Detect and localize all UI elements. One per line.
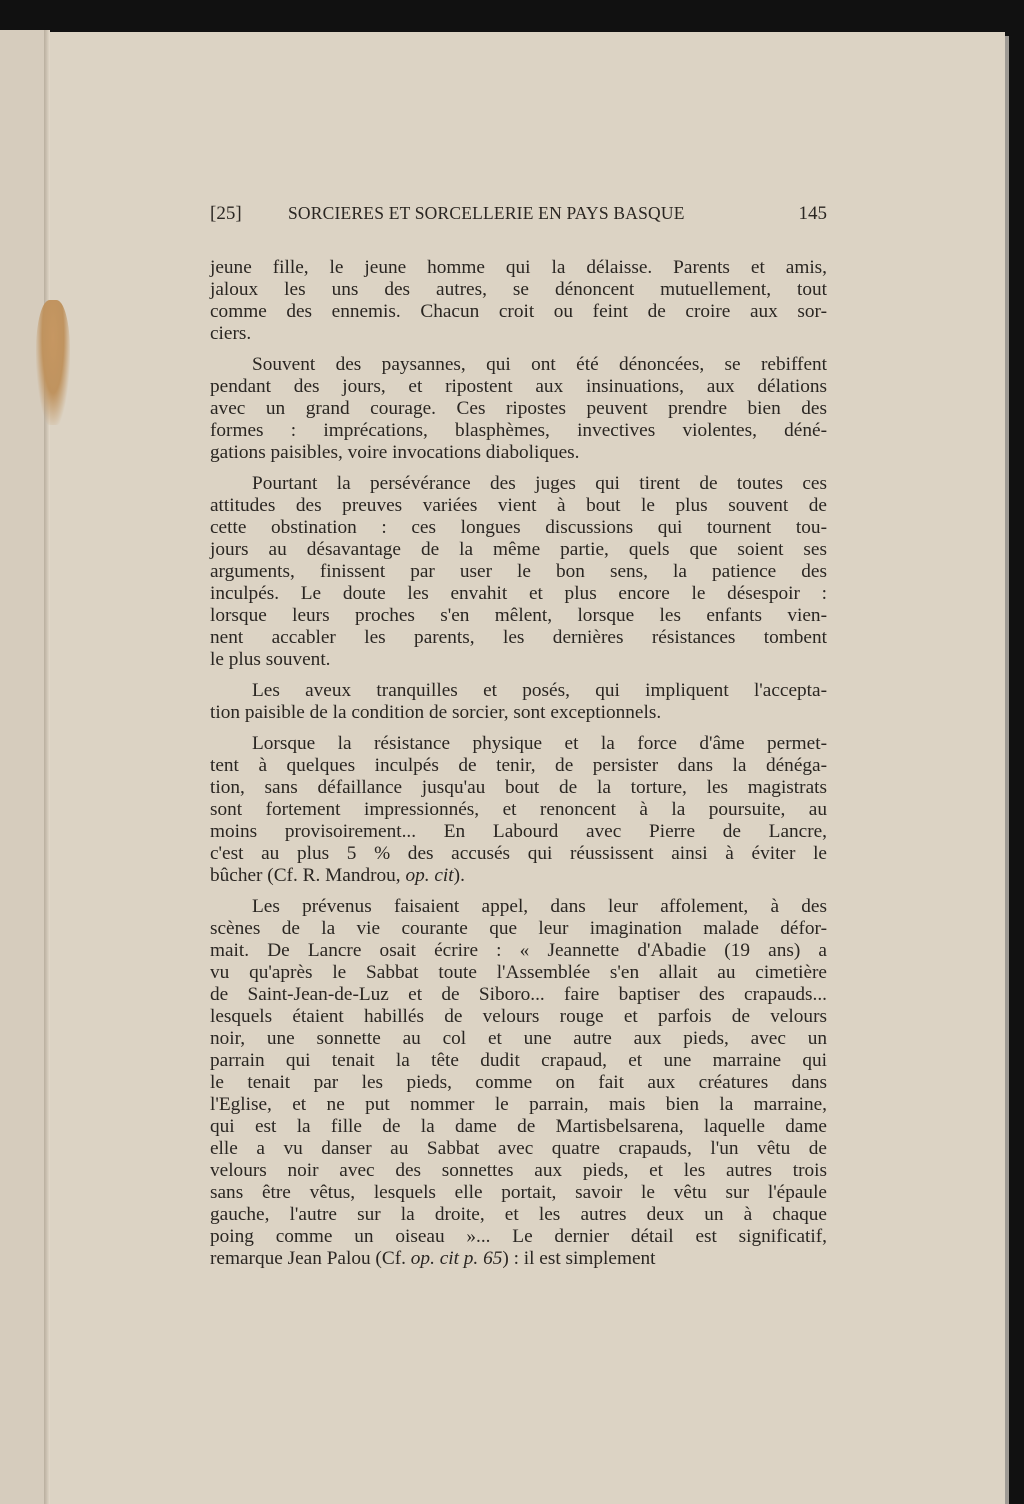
- text-line: le plus souvent.: [210, 649, 331, 670]
- text-segment: ) : il est simplement: [502, 1248, 656, 1269]
- page-edge: [1005, 36, 1009, 1504]
- text-line: vu qu'après le Sabbat toute l'Assemblée s'en allait au cimetière: [210, 962, 827, 983]
- text-line: scènes de la vie courante que leur imagination malade défor-: [210, 918, 827, 939]
- text-line: pendant des jours, et ripostent aux insinuations, aux délations: [210, 376, 827, 397]
- running-title: SORCIERES ET SORCELLERIE EN PAYS BASQUE: [288, 203, 685, 223]
- text-line: Pourtant la persévérance des juges qui tirent de toutes ces: [252, 473, 827, 494]
- text-line: nent accabler les parents, les dernières résistances tombent: [210, 627, 827, 648]
- text-line: Souvent des paysannes, qui ont été dénoncées, se rebiffent: [252, 354, 827, 375]
- text-line: le tenait par les pieds, comme on fait aux créatures dans: [210, 1072, 827, 1093]
- text-line: jours au désavantage de la même partie, quels que soient ses: [210, 539, 827, 560]
- text-line: poing comme un oiseau »... Le dernier détail est significatif,: [210, 1226, 827, 1247]
- text-line: gations paisibles, voire invocations diaboliques.: [210, 442, 580, 463]
- paragraph: [210, 896, 827, 1270]
- running-header: [210, 203, 827, 229]
- text-line: tion, sans défaillance jusqu'au bout de la torture, les magistrats: [210, 777, 827, 798]
- paragraph: [210, 680, 827, 724]
- paragraph: [210, 354, 827, 464]
- text-line: noir, une sonnette au col et une autre aux pieds, avec un: [210, 1028, 827, 1049]
- text-line: velours noir avec des sonnettes aux pieds, et les autres trois: [210, 1160, 827, 1181]
- text-line: arguments, finissent par user le bon sens, la patience des: [210, 561, 827, 582]
- text-line: moins provisoirement... En Labourd avec Pierre de Lancre,: [210, 821, 827, 842]
- text-line: sont fortement impressionnés, et renoncent à la poursuite, au: [210, 799, 827, 820]
- text-line: elle a vu danser au Sabbat avec quatre crapauds, l'un vêtu de: [210, 1138, 827, 1159]
- text-line: tion paisible de la condition de sorcier, sont exceptionnels.: [210, 702, 662, 723]
- text-line: inculpés. Le doute les envahit et plus encore le désespoir :: [210, 583, 827, 604]
- text-line: [210, 865, 827, 887]
- paragraph: [210, 473, 827, 671]
- text-line: gauche, l'autre sur la droite, et les autres deux un à chaque: [210, 1204, 827, 1225]
- facing-page-edge: [0, 30, 46, 1504]
- body-text: [210, 257, 827, 1279]
- text-line: de Saint-Jean-de-Luz et de Siboro... faire baptiser des crapauds...: [210, 984, 827, 1005]
- text-line: Lorsque la résistance physique et la force d'âme permet-: [252, 733, 827, 754]
- text-line: ciers.: [210, 323, 252, 344]
- text-line: cette obstination : ces longues discussions qui tournent tou-: [210, 517, 827, 538]
- text-segment: bûcher (Cf. R. Mandrou,: [210, 865, 406, 886]
- text-segment: remarque Jean Palou (Cf.: [210, 1248, 411, 1269]
- text-line: Les aveux tranquilles et posés, qui impliquent l'accepta-: [252, 680, 827, 701]
- italic-citation: op. cit: [405, 865, 454, 886]
- text-line: l'Eglise, et ne put nommer le parrain, mais bien la marraine,: [210, 1094, 827, 1115]
- text-line: tent à quelques inculpés de tenir, de persister dans la dénéga-: [210, 755, 827, 776]
- text-line: parrain qui tenait la tête dudit crapaud, et une marraine qui: [210, 1050, 827, 1071]
- text-line: sans être vêtus, lesquels elle portait, savoir le vêtu sur l'épaule: [210, 1182, 827, 1203]
- paragraph: [210, 257, 827, 345]
- section-number: [25]: [210, 203, 242, 224]
- text-line: attitudes des preuves variées vient à bout le plus souvent de: [210, 495, 827, 516]
- text-line: mait. De Lancre osait écrire : « Jeannette d'Abadie (19 ans) a: [210, 940, 827, 961]
- text-segment: ).: [453, 865, 465, 886]
- text-line: jeune fille, le jeune homme qui la délaisse. Parents et amis,: [210, 257, 827, 278]
- text-line: lesquels étaient habillés de velours rouge et parfois de velours: [210, 1006, 827, 1027]
- text-line: Les prévenus faisaient appel, dans leur affolement, à des: [252, 896, 827, 917]
- italic-citation: op. cit p. 65: [410, 1248, 503, 1269]
- text-line: formes : imprécations, blasphèmes, invectives violentes, déné-: [210, 420, 827, 441]
- tape-stain: [36, 300, 70, 425]
- paragraph: [210, 733, 827, 887]
- text-line: qui est la fille de la dame de Martisbelsarena, laquelle dame: [210, 1116, 827, 1137]
- text-line: [210, 1248, 827, 1270]
- text-line: avec un grand courage. Ces ripostes peuvent prendre bien des: [210, 398, 827, 419]
- text-line: comme des ennemis. Chacun croit ou feint de croire aux sor-: [210, 301, 827, 322]
- text-line: jaloux les uns des autres, se dénoncent mutuellement, tout: [210, 279, 827, 300]
- page-number: 145: [798, 203, 827, 224]
- text-line: c'est au plus 5 % des accusés qui réussissent ainsi à éviter le: [210, 843, 827, 864]
- text-line: lorsque leurs proches s'en mêlent, lorsque les enfants vien-: [210, 605, 827, 626]
